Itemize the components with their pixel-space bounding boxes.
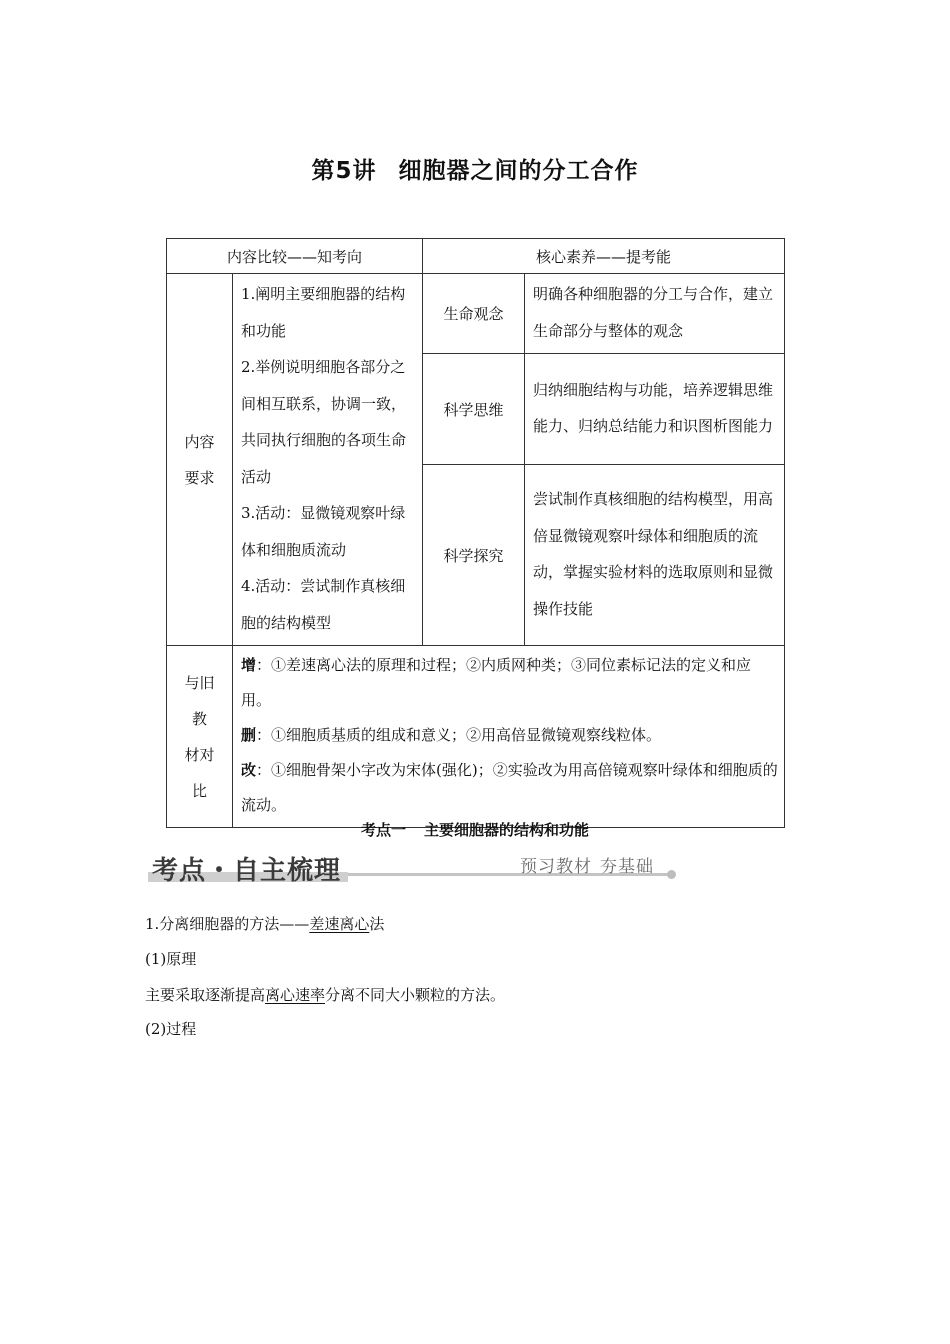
- table-row: [167, 646, 785, 828]
- list-item: 3.活动：显微镜观察叶绿体和细胞质流动: [241, 504, 406, 559]
- lecture-topic: 细胞器之间的分工合作: [398, 158, 639, 184]
- paragraph-method: 1.分离细胞器的方法——差速离心法: [145, 915, 385, 933]
- compare-content: [233, 646, 785, 828]
- header-content-comparison: 内容比较——知考向: [167, 239, 423, 274]
- list-item: 4.活动：尝试制作真核细胞的结构模型: [241, 577, 406, 632]
- compare-deleted: 删：①细胞质基质的组成和意义；②用高倍显微镜观察线粒体。: [241, 726, 662, 744]
- overview-table: [166, 238, 785, 828]
- table-header-row: [167, 239, 785, 274]
- paragraph-principle: 主要采取逐渐提高离心速率分离不同大小颗粒的方法。: [145, 986, 506, 1004]
- page-title: [0, 152, 950, 185]
- banner-subtitle: 预习教材 夯基础: [520, 857, 654, 877]
- list-item: 2.举例说明细胞各部分之间相互联系，协调一致，共同执行细胞的各项生命活动: [241, 358, 407, 486]
- compare-label: 与旧 教 材对 比: [167, 646, 233, 828]
- compare-changed: 改：①细胞骨架小字改为宋体(强化)；②实验改为用高倍镜观察叶绿体和细胞质的流动。: [241, 761, 778, 814]
- requirements-label: 内容 要求: [167, 274, 233, 646]
- list-item: 1.阐明主要细胞器的结构和功能: [241, 285, 406, 340]
- banner-title: 考点・自主梳理: [152, 856, 342, 886]
- literacy-desc: 明确各种细胞器的分工与合作，建立生命部分与整体的观念: [525, 274, 785, 354]
- table-row: [167, 274, 785, 354]
- literacy-desc: 归纳细胞结构与功能，培养逻辑思维能力、归纳总结能力和识图析图能力: [525, 354, 785, 465]
- header-core-literacy: 核心素养——提考能: [423, 239, 785, 274]
- paragraph-principle-heading: (1)原理: [145, 950, 197, 968]
- lecture-number: 第5讲: [311, 158, 377, 184]
- literacy-name: 科学思维: [423, 354, 525, 465]
- literacy-name: 生命观念: [423, 274, 525, 354]
- paragraph-process-heading: (2)过程: [145, 1020, 197, 1038]
- literacy-name: 科学探究: [423, 465, 525, 646]
- compare-added: 增：①差速离心法的原理和过程；②内质网种类；③同位素标记法的定义和应用。: [241, 656, 752, 709]
- banner-dot-icon: [667, 870, 676, 879]
- literacy-desc: 尝试制作真核细胞的结构模型，用高倍显微镜观察叶绿体和细胞质的流动，掌握实验材料的选取原则和显微操作技能: [525, 465, 785, 646]
- section-banner: [148, 848, 678, 888]
- requirements-list: [233, 274, 423, 646]
- section-caption: 考点一 主要细胞器的结构和功能: [360, 821, 590, 839]
